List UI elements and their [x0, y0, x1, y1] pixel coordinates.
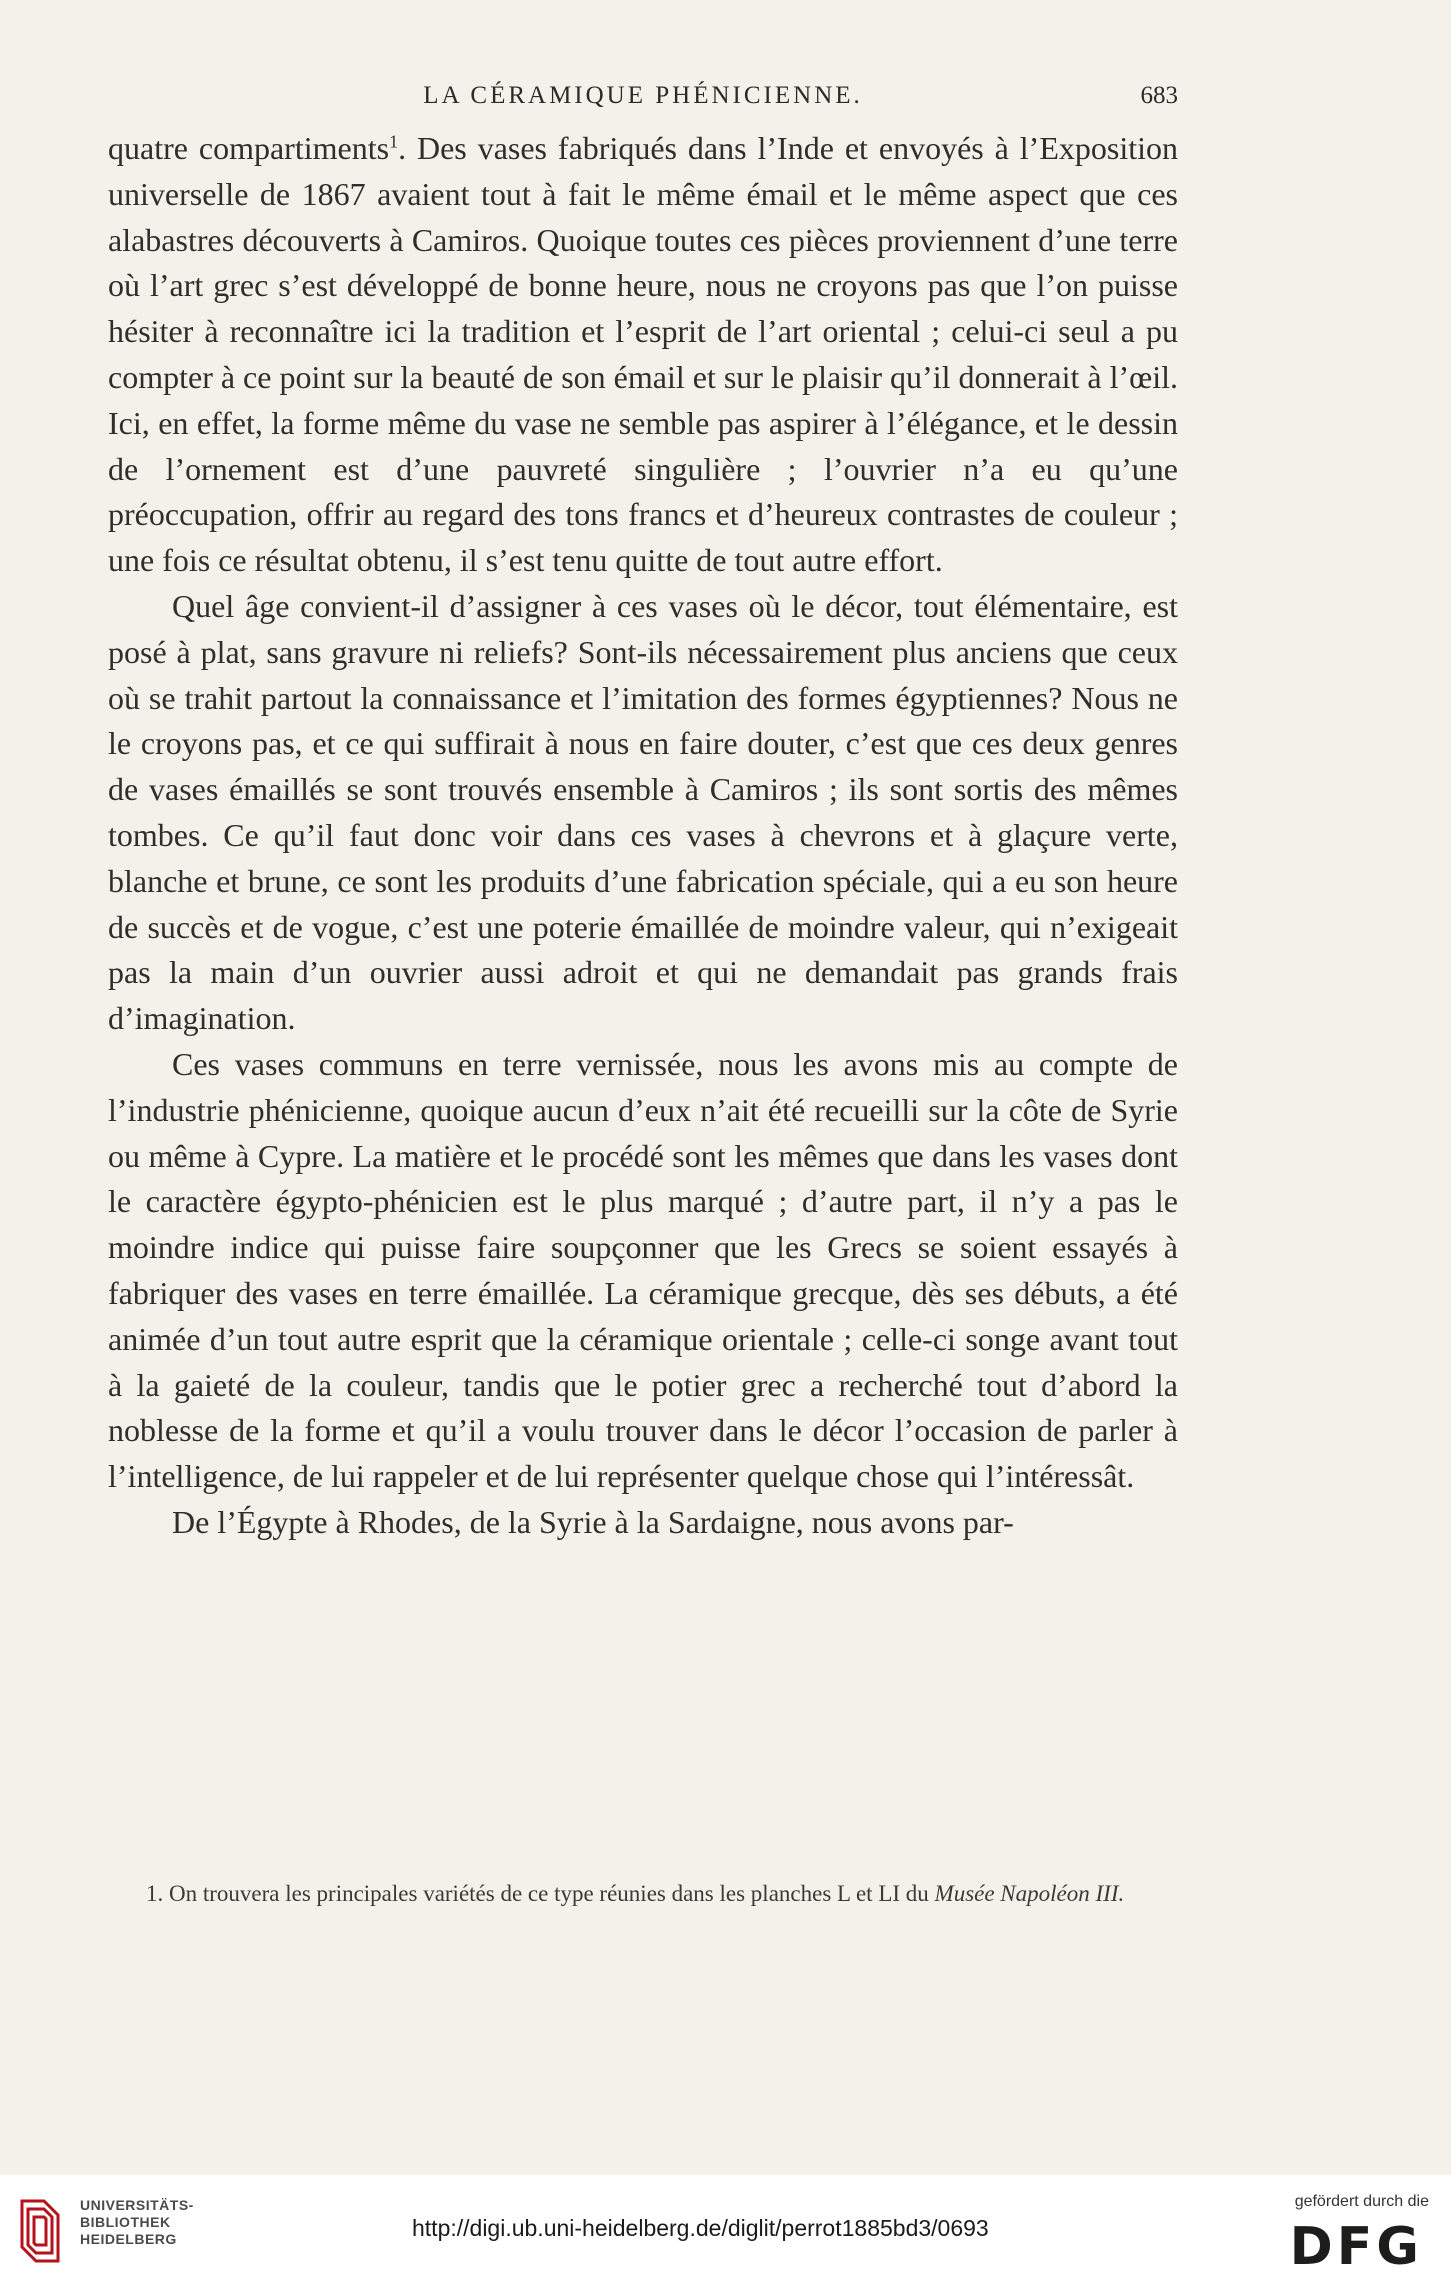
footnote-number: 1. — [146, 1881, 164, 1906]
library-name-line-1: UNIVERSITÄTS- — [80, 2197, 194, 2213]
paragraph-1 — [108, 126, 1178, 584]
page-number: 683 — [1140, 82, 1178, 109]
university-library-logo-icon — [14, 2195, 74, 2267]
paragraph-1-start: quatre compartiments — [108, 130, 390, 166]
library-name-line-2: BIBLIOTHEK — [80, 2214, 171, 2230]
running-head — [108, 82, 1178, 118]
body-text — [108, 126, 1178, 1546]
funding-caption: gefördert durch die — [1294, 2193, 1429, 2210]
footnote-ref[interactable]: 1 — [389, 131, 399, 152]
library-name — [80, 2197, 194, 2248]
footnote — [108, 1878, 1178, 1910]
footnote-italic-title: Musée Napoléon III. — [934, 1881, 1125, 1906]
paragraph-4: De l’Égypte à Rhodes, de la Syrie à la Sardaigne, nous avons par- — [172, 1503, 1014, 1540]
dfg-logo: DFG — [1289, 2217, 1423, 2277]
paragraph-2: Quel âge convient-il d’assigner à ces vases où le décor, tout élémentaire, est posé à plat, sans gravure ni reliefs? Sont-ils nécessairement plus anciens que ceux où se trahit partout la connaissance et l’imitation des formes égyptiennes? Nous ne le croyons pas, et ce qui suffirait à nous en faire douter, c’est que ces deux genres de vases émaillés se sont trouvés ensemble à Camiros ; ils sont sortis des mêmes tombes. Ce qu’il faut donc voir dans ces vases à chevrons et à glaçure verte, blanche et brune, ce sont les produits d’une fabrication spéciale, qui a eu son heure de succès et de vogue, c’est une poterie émaillée de moindre valeur, qui n’exigeait pas la main d’un ouvrier aussi adroit et qui ne demandait pas grands frais d’imagination. — [108, 587, 1178, 1037]
permalink-url[interactable]: http://digi.ub.uni-heidelberg.de/diglit/perrot1885bd3/0693 — [412, 2215, 989, 2241]
running-title: LA CÉRAMIQUE PHÉNICIENNE. — [423, 82, 863, 109]
paragraph-1-rest: . Des vases fabriqués dans l’Inde et envoyés à l’Exposition universelle de 1867 avaient tout à fait le même émail et le même aspect que ces alabastres découverts à Camiros. Quoique toutes ces pièces proviennent d’une terre où l’art grec s’est développé de bonne heure, nous ne croyons pas que l’on puisse hésiter à reconnaître ici la tradition et l’esprit de l’art oriental ; celui-ci seul a pu compter à ce point sur la beauté de son émail et sur le plaisir qu’il donnerait à l’œil. Ici, en effet, la forme même du vase ne semble pas aspirer à l’élégance, et le dessin de l’ornement est d’une pauvreté singulière ; l’ouvrier n’a eu qu’une préoccupation, offrir au regard des tons francs et d’heureux contrastes de couleur ; une fois ce résultat obtenu, il s’est tenu quitte de tout autre effort. — [108, 130, 1179, 579]
digitization-footer — [0, 2175, 1451, 2287]
paragraph-3: Ces vases communs en terre vernissée, nous les avons mis au compte de l’industrie phénicienne, quoique aucun d’eux n’ait été recueilli sur la côte de Syrie ou même à Cypre. La matière et le procédé sont les mêmes que dans les vases dont le caractère égypto-phénicien est le plus marqué ; d’autre part, il n’y a pas le moindre indice qui puisse faire soupçonner que les Grecs se soient essayés à fabriquer des vases en terre émaillée. La céramique grecque, dès ses débuts, a été animée d’un tout autre esprit que la céramique orientale ; celle-ci songe avant tout à la gaieté de la couleur, tandis que le potier grec a recherché tout d’abord la noblesse de la forme et qu’il a voulu trouver dans le décor l’occasion de parler à l’intelligence, de lui rappeler et de lui représenter quelque chose qui l’intéressât. — [108, 1045, 1178, 1495]
footnote-text: On trouvera les principales variétés de ce type réunies dans les planches L et LI du — [169, 1881, 929, 1906]
library-name-line-3: HEIDELBERG — [80, 2231, 177, 2247]
